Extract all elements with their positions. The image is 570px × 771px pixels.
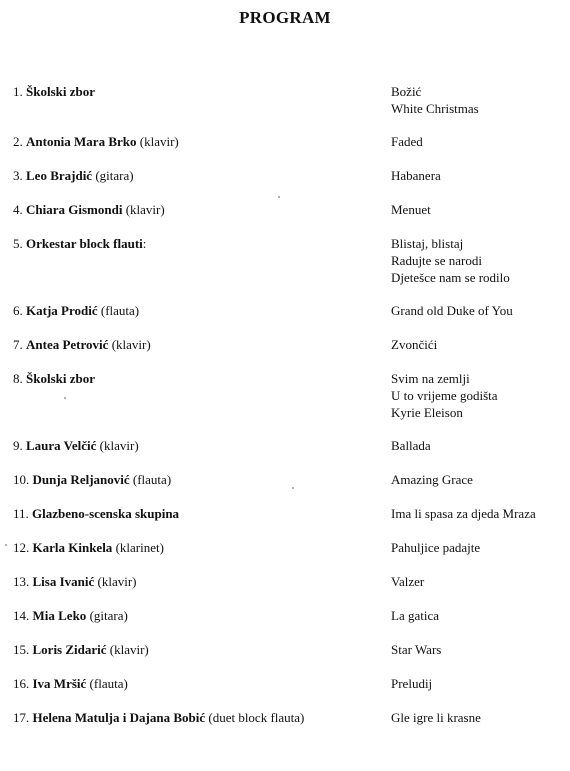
item-number: 7.: [13, 337, 23, 352]
piece-title: Radujte se narodi: [391, 253, 482, 268]
instrument: (gitara): [95, 168, 134, 183]
pieces: [391, 539, 480, 556]
instrument: (klavir): [97, 574, 137, 589]
pieces: [391, 235, 510, 286]
performer-name: Glazbeno-scenska skupina: [32, 506, 180, 521]
instrument: (gitara): [89, 608, 128, 623]
item-number: 15.: [13, 642, 30, 657]
performer-line: [13, 437, 139, 454]
performer-name: Loris Zidarić: [32, 642, 107, 657]
piece-title: Habanera: [391, 168, 441, 183]
pieces: [391, 607, 439, 624]
instrument: (flauta): [89, 676, 128, 691]
performer-line: [13, 235, 146, 252]
pieces: [391, 675, 432, 692]
instrument: (flauta): [100, 303, 140, 318]
performer-name: Školski zbor: [26, 371, 95, 386]
piece-title: Ballada: [391, 438, 431, 453]
item-number: 4.: [13, 202, 23, 217]
piece-title: Ima li spasa za djeda Mraza: [391, 506, 536, 521]
performer-name: Chiara Gismondi: [26, 202, 123, 217]
item-number: 5.: [13, 236, 23, 251]
piece-title: Star Wars: [391, 642, 442, 657]
pieces: [391, 641, 441, 658]
instrument: (klavir): [99, 438, 139, 453]
instrument: :: [142, 236, 147, 251]
piece-title: U to vrijeme godišta: [391, 388, 498, 403]
pieces: [391, 133, 423, 150]
piece-title: Pahuljice padajte: [391, 540, 481, 555]
scan-speck: [5, 544, 7, 546]
performer-line: [13, 133, 179, 150]
item-number: 16.: [13, 676, 30, 691]
instrument: (klavir): [139, 134, 179, 149]
performer-name: Helena Matulja i Dajana Bobić: [32, 710, 206, 725]
piece-title: Preludij: [391, 676, 433, 691]
performer-line: [13, 505, 179, 522]
item-number: 9.: [13, 438, 23, 453]
piece-title: Zvončići: [391, 337, 438, 352]
scan-speck: [64, 397, 66, 399]
performer-name: Leo Brajdić: [26, 168, 93, 183]
performer-line: [13, 709, 304, 726]
performer-name: Karla Kinkela: [32, 540, 113, 555]
item-number: 13.: [13, 574, 30, 589]
performer-line: [13, 201, 165, 218]
piece-title: White Christmas: [391, 101, 479, 116]
pieces: [391, 709, 481, 726]
performer-line: [13, 471, 171, 488]
performer-name: Lisa Ivanić: [32, 574, 95, 589]
performer-line: [13, 539, 164, 556]
performer-line: [13, 370, 95, 387]
performer-name: Antea Petrović: [26, 337, 109, 352]
piece-title: Gle igre li krasne: [391, 710, 481, 725]
piece-title: Djetešce nam se rodilo: [391, 270, 510, 285]
instrument: (klavir): [125, 202, 165, 217]
item-number: 2.: [13, 134, 23, 149]
piece-title: Grand old Duke of You: [391, 303, 513, 318]
performer-name: Antonia Mara Brko: [26, 134, 137, 149]
instrument: (klavir): [109, 642, 149, 657]
item-number: 1.: [13, 84, 23, 99]
performer-name: Iva Mršić: [32, 676, 87, 691]
instrument: (klarinet): [115, 540, 164, 555]
performer-line: [13, 302, 139, 319]
item-number: 17.: [13, 710, 30, 725]
performer-line: [13, 336, 151, 353]
item-number: 10.: [13, 472, 30, 487]
piece-title: Menuet: [391, 202, 431, 217]
piece-title: Valzer: [391, 574, 425, 589]
performer-line: [13, 641, 149, 658]
piece-title: Amazing Grace: [391, 472, 473, 487]
item-number: 6.: [13, 303, 23, 318]
item-number: 11.: [13, 506, 29, 521]
piece-title: Svim na zemlji: [391, 371, 470, 386]
pieces: [391, 83, 479, 117]
scan-speck: [278, 196, 280, 198]
performer-name: Orkestar block flauti: [26, 236, 143, 251]
pieces: [391, 201, 431, 218]
piece-title: Božić: [391, 84, 422, 99]
instrument: (flauta): [132, 472, 172, 487]
performer-name: Laura Velčić: [26, 438, 97, 453]
pieces: [391, 471, 473, 488]
performer-name: Mia Leko: [32, 608, 87, 623]
item-number: 12.: [13, 540, 30, 555]
performer-line: [13, 167, 134, 184]
pieces: [391, 370, 498, 421]
pieces: [391, 336, 437, 353]
performer-line: [13, 573, 137, 590]
page-title: PROGRAM: [239, 8, 331, 27]
pieces: [391, 505, 536, 522]
pieces: [391, 167, 441, 184]
instrument: (duet block flauta): [208, 710, 305, 725]
piece-title: Faded: [391, 134, 423, 149]
pieces: [391, 437, 431, 454]
item-number: 14.: [13, 608, 30, 623]
scan-speck: [292, 487, 294, 489]
performer-line: [13, 607, 128, 624]
pieces: [391, 302, 513, 319]
piece-title: La gatica: [391, 608, 439, 623]
performer-name: Katja Prodić: [26, 303, 98, 318]
item-number: 8.: [13, 371, 23, 386]
performer-line: [13, 83, 95, 100]
piece-title: Blistaj, blistaj: [391, 236, 464, 251]
performer-name: Dunja Reljanović: [32, 472, 130, 487]
piece-title: Kyrie Eleison: [391, 405, 463, 420]
instrument: (klavir): [111, 337, 151, 352]
performer-line: [13, 675, 128, 692]
item-number: 3.: [13, 168, 23, 183]
pieces: [391, 573, 424, 590]
performer-name: Školski zbor: [26, 84, 95, 99]
